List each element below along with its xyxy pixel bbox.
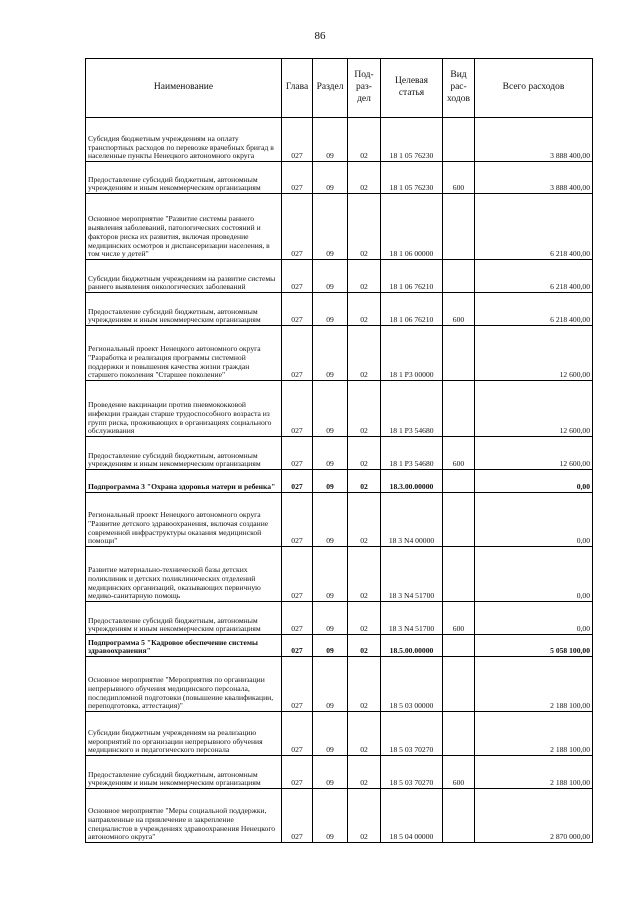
row-chapter-cell: 027 (282, 657, 313, 712)
header-total: Всего расходов (475, 59, 593, 118)
row-type-cell (443, 789, 475, 843)
row-subsection-cell: 02 (348, 493, 381, 547)
table-row (86, 712, 593, 756)
row-name-cell: Развитие материально-технической базы детских поликлиник и детских поликлинических отделений медицинских организаций, оказывающих первичную медико-санитарную помощь (86, 547, 282, 602)
header-expense-type: Вид рас- ходов (443, 59, 475, 118)
row-target-cell: 18 3 N4 00000 (381, 493, 443, 547)
row-section-cell: 09 (313, 712, 348, 756)
row-section-cell: 09 (313, 381, 348, 437)
row-total-cell: 0,00 (475, 547, 593, 602)
row-chapter-cell: 027 (282, 602, 313, 635)
row-chapter-cell: 027 (282, 118, 313, 162)
row-type-cell (443, 493, 475, 547)
row-subsection-cell: 02 (348, 293, 381, 326)
row-chapter-cell: 027 (282, 326, 313, 381)
row-type-cell (443, 260, 475, 293)
table-header-row (86, 59, 593, 118)
row-target-cell: 18 5 04 00000 (381, 789, 443, 843)
row-total-cell: 2 188 100,00 (475, 657, 593, 712)
row-type-cell (443, 712, 475, 756)
row-total-cell: 12 600,00 (475, 326, 593, 381)
row-total-cell: 0,00 (475, 493, 593, 547)
table-row (86, 756, 593, 789)
row-target-cell: 18 3 N4 51700 (381, 547, 443, 602)
row-total-cell: 0,00 (475, 470, 593, 493)
row-section-cell: 09 (313, 756, 348, 789)
row-total-cell: 6 218 400,00 (475, 293, 593, 326)
row-name-cell: Предоставление субсидий бюджетным, автономным учреждениям и иным некоммерческим организациям (86, 293, 282, 326)
row-target-cell: 18.5.00.00000 (381, 635, 443, 657)
row-section-cell: 09 (313, 162, 348, 194)
row-total-cell: 6 218 400,00 (475, 194, 593, 260)
row-section-cell: 09 (313, 635, 348, 657)
table-row (86, 260, 593, 293)
header-chapter: Глава (282, 59, 313, 118)
row-target-cell: 18 5 03 70270 (381, 712, 443, 756)
row-chapter-cell: 027 (282, 162, 313, 194)
row-section-cell: 09 (313, 194, 348, 260)
row-section-cell: 09 (313, 437, 348, 470)
page-number: 86 (314, 30, 326, 42)
table-row (86, 547, 593, 602)
row-chapter-cell: 027 (282, 470, 313, 493)
row-chapter-cell: 027 (282, 756, 313, 789)
header-section: Раздел (313, 59, 348, 118)
row-name-cell: Субсидии бюджетным учреждениям на реализацию мероприятий по организации непрерывного обучения медицинского и педагогического персонала (86, 712, 282, 756)
row-subsection-cell: 02 (348, 470, 381, 493)
row-target-cell: 18 1 P3 00000 (381, 326, 443, 381)
row-chapter-cell: 027 (282, 437, 313, 470)
row-subsection-cell: 02 (348, 260, 381, 293)
row-section-cell: 09 (313, 293, 348, 326)
row-type-cell: 600 (443, 437, 475, 470)
row-type-cell (443, 118, 475, 162)
row-section-cell: 09 (313, 602, 348, 635)
row-type-cell (443, 194, 475, 260)
row-target-cell: 18 1 06 76210 (381, 293, 443, 326)
row-section-cell: 09 (313, 470, 348, 493)
row-subsection-cell: 02 (348, 326, 381, 381)
row-subsection-cell: 02 (348, 602, 381, 635)
row-name-cell: Подпрограмма 5 "Кадровое обеспечение системы здравоохранения" (86, 635, 282, 657)
table-row (86, 437, 593, 470)
table-body (86, 118, 593, 843)
row-target-cell: 18 1 P3 54680 (381, 381, 443, 437)
row-name-cell: Предоставление субсидий бюджетным, автономным учреждениям и иным некоммерческим организациям (86, 437, 282, 470)
row-target-cell: 18 5 03 00000 (381, 657, 443, 712)
row-target-cell: 18 1 P3 54680 (381, 437, 443, 470)
row-total-cell: 2 188 100,00 (475, 712, 593, 756)
row-total-cell: 0,00 (475, 602, 593, 635)
table-row (86, 789, 593, 843)
row-target-cell: 18.3.00.00000 (381, 470, 443, 493)
row-name-cell: Основное мероприятие "Меры социальной поддержки, направленные на привлечение и закрепление специалистов в учреждениях здравоохранения Ненецкого автономного округа" (86, 789, 282, 843)
row-target-cell: 18 1 06 76210 (381, 260, 443, 293)
row-type-cell: 600 (443, 602, 475, 635)
row-section-cell: 09 (313, 657, 348, 712)
row-total-cell: 2 870 000,00 (475, 789, 593, 843)
row-subsection-cell: 02 (348, 437, 381, 470)
table-row (86, 635, 593, 657)
row-total-cell: 2 188 100,00 (475, 756, 593, 789)
row-type-cell (443, 326, 475, 381)
row-total-cell: 12 600,00 (475, 437, 593, 470)
row-total-cell: 3 888 400,00 (475, 162, 593, 194)
row-type-cell (443, 635, 475, 657)
row-subsection-cell: 02 (348, 789, 381, 843)
row-total-cell: 12 600,00 (475, 381, 593, 437)
row-chapter-cell: 027 (282, 293, 313, 326)
table-row (86, 493, 593, 547)
row-name-cell: Подпрограмма 3 "Охрана здоровья матери и ребенка" (86, 470, 282, 493)
row-type-cell (443, 470, 475, 493)
row-section-cell: 09 (313, 326, 348, 381)
row-target-cell: 18 5 03 70270 (381, 756, 443, 789)
row-target-cell: 18 1 06 00000 (381, 194, 443, 260)
row-subsection-cell: 02 (348, 381, 381, 437)
row-chapter-cell: 027 (282, 381, 313, 437)
row-target-cell: 18 1 05 76230 (381, 162, 443, 194)
row-subsection-cell: 02 (348, 635, 381, 657)
row-type-cell (443, 657, 475, 712)
row-chapter-cell: 027 (282, 194, 313, 260)
row-section-cell: 09 (313, 547, 348, 602)
row-chapter-cell: 027 (282, 635, 313, 657)
row-type-cell: 600 (443, 293, 475, 326)
row-name-cell: Субсидии бюджетным учреждениям на развитие системы раннего выявления онкологических заболеваний (86, 260, 282, 293)
table-row (86, 194, 593, 260)
table-row (86, 118, 593, 162)
row-section-cell: 09 (313, 789, 348, 843)
table-row (86, 326, 593, 381)
row-chapter-cell: 027 (282, 260, 313, 293)
row-section-cell: 09 (313, 260, 348, 293)
row-subsection-cell: 02 (348, 712, 381, 756)
row-name-cell: Предоставление субсидий бюджетным, автономным учреждениям и иным некоммерческим организациям (86, 162, 282, 194)
row-subsection-cell: 02 (348, 194, 381, 260)
row-name-cell: Основное мероприятие "Мероприятия по организации непрерывного обучения медицинского персонала, последипломной подготовки (повышение квалификации, переподготовка, аттестация)" (86, 657, 282, 712)
row-subsection-cell: 02 (348, 118, 381, 162)
row-total-cell: 6 218 400,00 (475, 260, 593, 293)
row-name-cell: Региональный проект Ненецкого автономного округа "Разработка и реализация программы системной поддержки и повышения качества жизни граждан старшего поколения "Старшее поколение" (86, 326, 282, 381)
row-type-cell (443, 381, 475, 437)
table-row (86, 162, 593, 194)
row-chapter-cell: 027 (282, 712, 313, 756)
row-name-cell: Предоставление субсидий бюджетным, автономным учреждениям и иным некоммерческим организациям (86, 756, 282, 789)
row-subsection-cell: 02 (348, 657, 381, 712)
row-subsection-cell: 02 (348, 162, 381, 194)
table-row (86, 381, 593, 437)
table-row (86, 470, 593, 493)
header-target-article: Целевая статья (381, 59, 443, 118)
table-row (86, 657, 593, 712)
row-name-cell: Региональный проект Ненецкого автономного округа "Развитие детского здравоохранения, включая создание современной инфраструктуры оказания медицинской помощи" (86, 493, 282, 547)
row-target-cell: 18 1 05 76230 (381, 118, 443, 162)
row-name-cell: Основное мероприятие "Развитие системы раннего выявления заболеваний, патологических состояний и факторов риска их развития, включая проведение медицинских осмотров и диспансеризации населения, в том числе у детей" (86, 194, 282, 260)
row-chapter-cell: 027 (282, 789, 313, 843)
row-name-cell: Проведение вакцинации против пневмококковой инфекции граждан старше трудоспособного возраста из групп риска, проживающих в организациях социального обслуживания (86, 381, 282, 437)
row-chapter-cell: 027 (282, 493, 313, 547)
header-name: Наименование (86, 59, 282, 118)
row-type-cell (443, 547, 475, 602)
row-subsection-cell: 02 (348, 756, 381, 789)
row-section-cell: 09 (313, 493, 348, 547)
row-total-cell: 3 888 400,00 (475, 118, 593, 162)
row-target-cell: 18 3 N4 51700 (381, 602, 443, 635)
table-row (86, 293, 593, 326)
row-subsection-cell: 02 (348, 547, 381, 602)
row-type-cell: 600 (443, 756, 475, 789)
table-row (86, 602, 593, 635)
expenditure-table (85, 58, 593, 843)
row-type-cell: 600 (443, 162, 475, 194)
row-total-cell: 5 058 100,00 (475, 635, 593, 657)
header-subsection: Под- раз- дел (348, 59, 381, 118)
row-name-cell: Предоставление субсидий бюджетным, автономным учреждениям и иным некоммерческим организациям (86, 602, 282, 635)
row-name-cell: Субсидия бюджетным учреждениям на оплату транспортных расходов по перевозке врачебных бригад в населенные пункты Ненецкого автономного округа (86, 118, 282, 162)
row-chapter-cell: 027 (282, 547, 313, 602)
row-section-cell: 09 (313, 118, 348, 162)
